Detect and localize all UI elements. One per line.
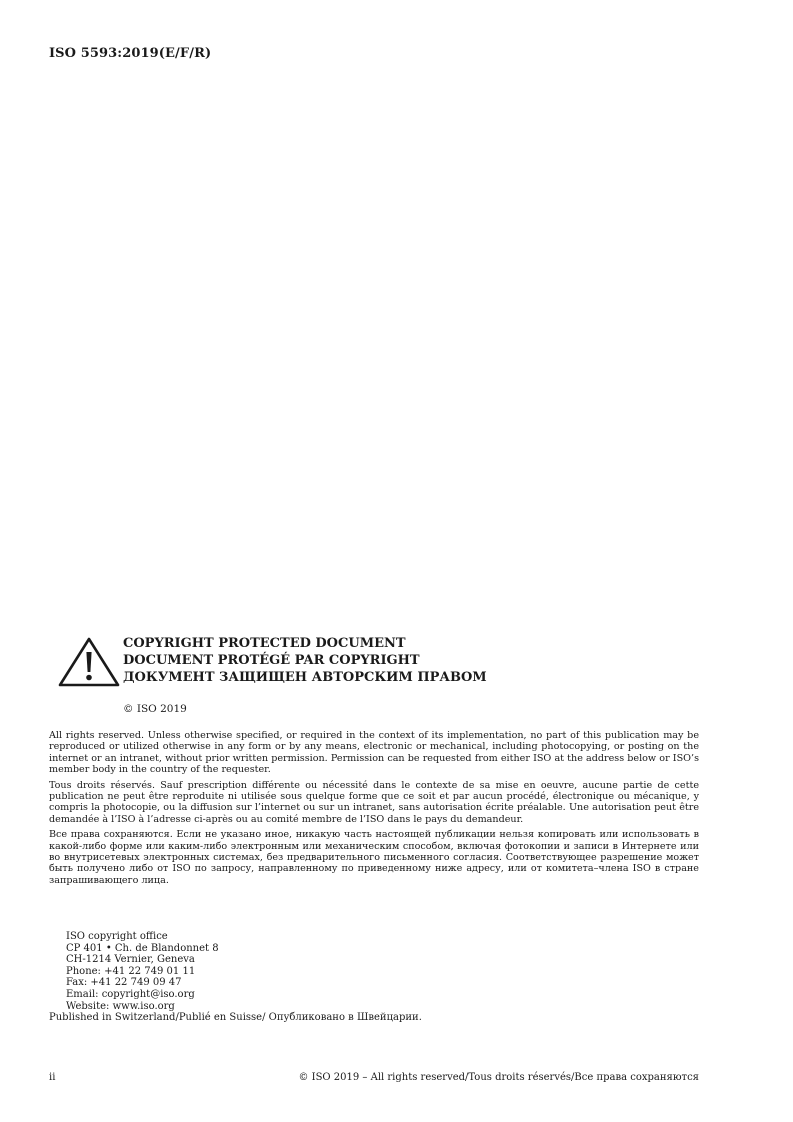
address-fax: Fax: +41 22 749 09 47 (66, 977, 182, 989)
address-street: CP 401 • Ch. de Blandonnet 8 (66, 942, 219, 954)
title-english: COPYRIGHT PROTECTED DOCUMENT (123, 636, 406, 651)
address-office: ISO copyright office (66, 931, 168, 942)
rights-paragraphs (49, 730, 699, 890)
page-number: ii (49, 1072, 56, 1083)
iso-address-block (49, 931, 422, 1024)
rights-paragraph-french: Tous droits réservés. Sauf prescription différente ou nécessité dans le contexte de sa mise en oeuvre, aucune partie de cette publication ne peut être reproduite ni utilisée sous quelque forme que ce soit et par aucun procédé, électronique ou mécanique, y compris la photocopie, ou la diffusion sur l’internet ou sur un intranet, sans autorisation écrite préalable. Une autorisation peut être demandée à l’ISO à l’adresse ci-après ou au comité membre de l’ISO dans le pays du demandeur. (49, 779, 699, 825)
rights-paragraph-english: All rights reserved. Unless otherwise specified, or required in the context of its implementation, no part of this publication may be reproduced or utilized otherwise in any form or by any means, electronic or mechanical, including photocopying, or posting on the internet or an intranet, without prior written permission. Permission can be requested from either ISO at the address below or ISO’s member body in the country of the requester. (49, 730, 699, 776)
address-city: CH-1214 Vernier, Geneva (66, 954, 195, 966)
warning-triangle-icon (57, 636, 121, 688)
rights-paragraph-russian: Все права сохраняются. Если не указано иное, никакую часть настоящей публикации нельзя копировать или использовать в какой-либо форме или каким-либо электронным или механическим способом, включая фотокопии и записи в Интернете или во внутрисетевых электронных системах, без предварительного письменного согласия. Соответствующее разрешение может быть получено либо от ISO по запросу, направленному по приведенному ниже адресу, или от комитета–члена ISO в стране запрашивающего лица. (49, 829, 699, 886)
address-website: Website: www.iso.org (66, 1000, 175, 1012)
address-phone: Phone: +41 22 749 01 11 (66, 965, 196, 977)
document-id-header: ISO 5593:2019(E/F/R) (49, 46, 212, 61)
address-email: Email: copyright@iso.org (66, 988, 195, 1000)
footer-copyright-notice: © ISO 2019 – All rights reserved/Tous droits réservés/Все права сохраняются (298, 1072, 699, 1083)
title-french: DOCUMENT PROTÉGÉ PAR COPYRIGHT (123, 653, 420, 668)
copyright-year: © ISO 2019 (123, 703, 187, 715)
copyright-titles (123, 635, 487, 686)
title-russian: ДОКУМЕНТ ЗАЩИЩЕН АВТОРСКИМ ПРАВОМ (123, 670, 487, 685)
published-line: Published in Switzerland/Publié en Suisse/ Опубликовано в Швейцарии. (49, 1012, 422, 1024)
